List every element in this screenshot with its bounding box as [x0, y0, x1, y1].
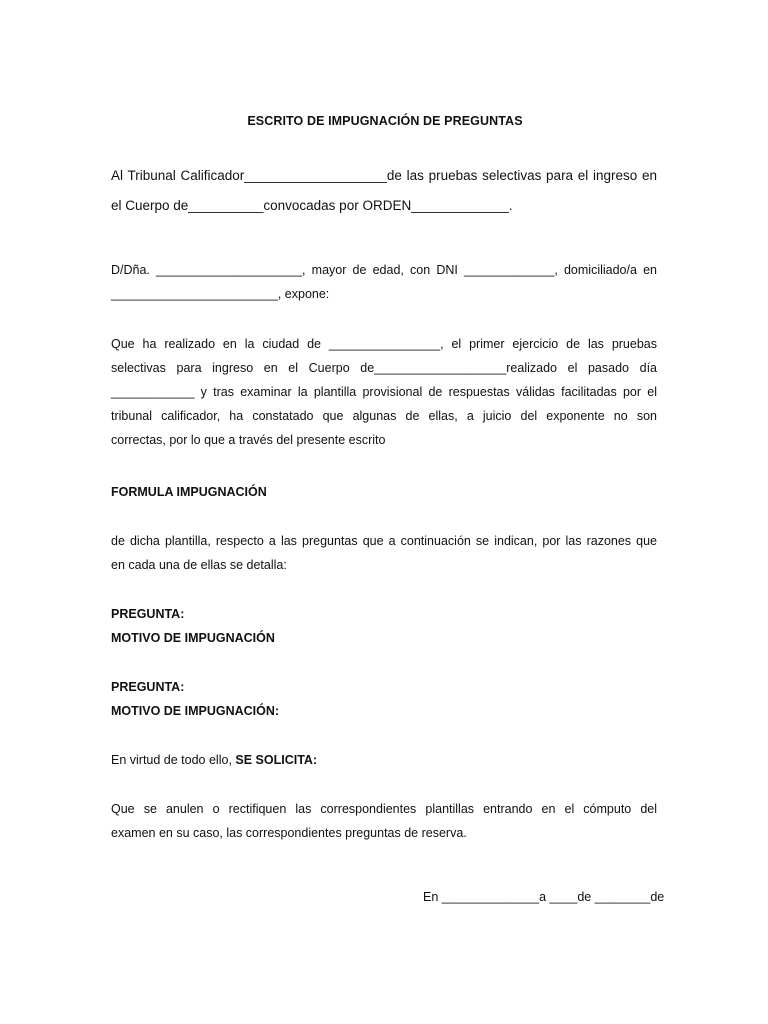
paragraph-line: ____________ y tras examinar la plantilla provisional de respuestas válidas facilitadas por el [111, 385, 657, 399]
paragraph-line: ________________________, expone: [111, 287, 330, 301]
question-1-label: PREGUNTA: [111, 607, 185, 621]
paragraph-line: tribunal calificador, ha constatado que algunas de ellas, a juicio del exponente no son [111, 409, 657, 423]
paragraph-line: el Cuerpo de__________convocadas por ORDEN_____________. [111, 198, 513, 213]
question-2-label: PREGUNTA: [111, 680, 185, 694]
place-date-signature-line: En ______________a ____de ________de [423, 890, 665, 904]
paragraph-line: Que se anulen o rectifiquen las correspondientes plantillas entrando en el cómputo del [111, 802, 657, 816]
request-emphasis: SE SOLICITA: [235, 753, 318, 767]
paragraph-tribunal [111, 161, 657, 221]
question-1-reason-label: MOTIVO DE IMPUGNACIÓN [111, 631, 275, 645]
paragraph-annulment [111, 797, 657, 845]
paragraph-request [111, 748, 657, 772]
paragraph-line: examen en su caso, las correspondientes preguntas de reserva. [111, 826, 467, 840]
question-2-reason-label: MOTIVO DE IMPUGNACIÓN: [111, 704, 280, 718]
paragraph-line: en cada una de ellas se detalla: [111, 558, 287, 572]
paragraph-line [111, 748, 657, 772]
request-lead-text: En virtud de todo ello, [111, 753, 236, 767]
paragraph-line: D/Dña. _____________________, mayor de edad, con DNI _____________, domiciliado/a en [111, 263, 657, 277]
paragraph-questions-intro [111, 529, 657, 577]
paragraph-line: correctas, por lo que a través del presente escrito [111, 433, 386, 447]
paragraph-line: Que ha realizado en la ciudad de ________________, el primer ejercicio de las pruebas [111, 337, 657, 351]
paragraph-line: selectivas para ingreso en el Cuerpo de___________________realizado el pasado día [111, 361, 657, 375]
formula-heading: FORMULA IMPUGNACIÓN [111, 485, 267, 499]
paragraph-line: de dicha plantilla, respecto a las preguntas que a continuación se indican, por las razones que [111, 534, 657, 548]
paragraph-exercise [111, 332, 657, 452]
document-title: ESCRITO DE IMPUGNACIÓN DE PREGUNTAS [247, 114, 523, 128]
paragraph-line: Al Tribunal Calificador___________________de las pruebas selectivas para el ingreso en [111, 168, 657, 183]
paragraph-applicant [111, 258, 657, 306]
